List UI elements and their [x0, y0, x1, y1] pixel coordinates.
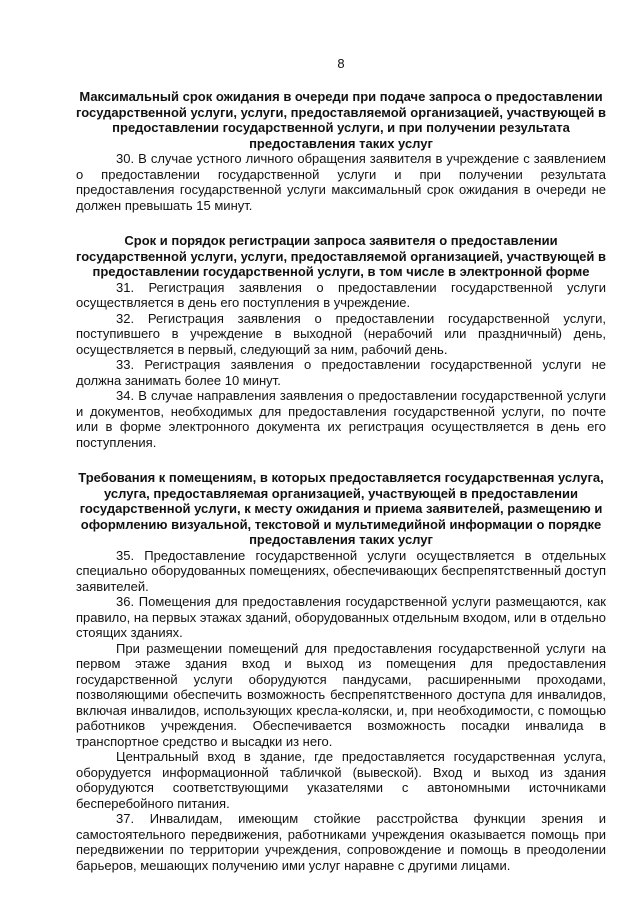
section-premises-requirements: [76, 470, 606, 873]
section-request-registration: [76, 233, 606, 450]
paragraph: 34. В случае направления заявления о предоставлении государственной услуги и документов, необходимых для предоставления государственной услуги, по почте или в форме электронного документа их регистрация осуществляется в день его поступления.: [76, 388, 606, 450]
document-page: [76, 56, 606, 873]
section-heading: Срок и порядок регистрации запроса заявителя о предоставлении государственной услуги, услуги, предоставляемой организацией, участвующей в предоставлении государственной услуги, в том числе в электронной форме: [76, 233, 606, 279]
paragraph: 35. Предоставление государственной услуги осуществляется в отдельных специально оборудованных помещениях, обеспечивающих беспрепятственный доступ заявителей.: [76, 547, 606, 594]
paragraph: 33. Регистрация заявления о предоставлении государственной услуги не должна занимать более 10 минут.: [76, 357, 606, 388]
paragraph: 30. В случае устного личного обращения заявителя в учреждение с заявлением о предоставлении государственной услуги и при получении результата предоставления государственной услуги максимальный срок ожидания в очереди не должен превышать 15 минут.: [76, 151, 606, 213]
section-heading: Требования к помещениям, в которых предоставляется государственная услуга, услуга, предоставляемая организацией, участвующей в предоставлении государственной услуги, к месту ожидания и приема заявителей, размещению и оформлению визуальной, текстовой и мультимедийной информации о порядке предоставления таких услуг: [78, 470, 604, 547]
section-queue-waiting-time: [76, 89, 606, 213]
paragraph: При размещении помещений для предоставления государственной услуги на первом этаже здания вход и выход из помещения для предоставления государственной услуги оборудуются пандусами, расширенными проходами, позволяющими обеспечить возможность беспрепятственного доступа для инвалидов, включая инвалидов, использующих кресла-коляски, и, при необходимости, с помощью работников учреждения. Обеспечивается возможность посадки инвалида в транспортное средство и высадки из него.: [76, 640, 606, 749]
paragraph: 32. Регистрация заявления о предоставлении государственной услуги, поступившего в учреждение в выходной (нерабочий или праздничный) день, осуществляется в первый, следующий за ним, рабочий день.: [76, 310, 606, 357]
paragraph: 37. Инвалидам, имеющим стойкие расстройства функции зрения и самостоятельного передвижения, работниками учреждения оказывается помощь при передвижении по территории учреждения, сопровождение и помощь в преодолении барьеров, мешающих получению ими услуг наравне с другими лицами.: [76, 811, 606, 873]
page-number: 8: [337, 56, 345, 71]
paragraph: 31. Регистрация заявления о предоставлении государственной услуги осуществляется в день его поступления в учреждение.: [76, 279, 606, 310]
paragraph: Центральный вход в здание, где предоставляется государственная услуга, оборудуется информационной табличкой (вывеской). Вход и выход из здания оборудуются соответствующими указателями с автономными источниками бесперебойного питания.: [76, 749, 606, 811]
paragraph: 36. Помещения для предоставления государственной услуги размещаются, как правило, на первых этажах зданий, оборудованных отдельным входом, или в отдельно стоящих зданиях.: [76, 594, 606, 640]
section-heading: Максимальный срок ожидания в очереди при подаче запроса о предоставлении государственной услуги, услуги, предоставляемой организацией, участвующей в предоставлении государственной услуги, и при получении результата предоставления таких услуг: [76, 89, 606, 151]
